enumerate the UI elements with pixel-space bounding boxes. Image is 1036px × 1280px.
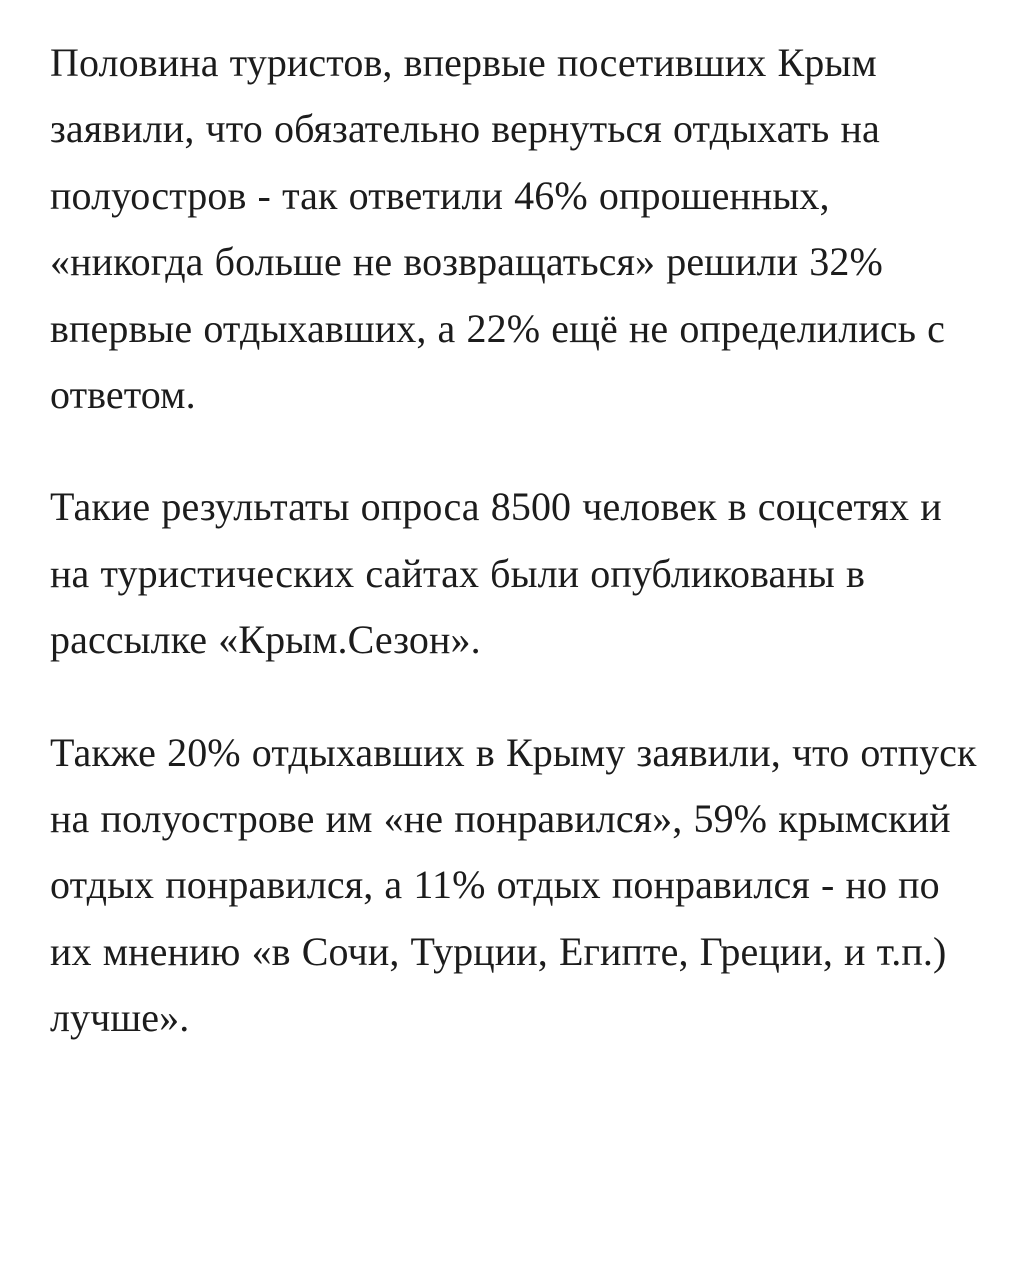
article-body: [50, 30, 984, 1051]
paragraph-3: Также 20% отдыхавших в Крыму заявили, что отпуск на полуострове им «не понравился», 59% крымский отдых понравился, а 11% отдых понравился - но по их мнению «в Сочи, Турции, Египте, Греции, и т.п.) лучше».: [50, 729, 977, 1041]
paragraph-1: Половина туристов, впервые посетивших Крым заявили, что обязательно вернуться отдыхать на полуостров - так ответили 46% опрошенных, «никогда больше не возвращаться» решили 32% впервые отдыхавших, а 22% ещё не определились с ответом.: [50, 40, 946, 417]
paragraph-2: Такие результаты опроса 8500 человек в соцсетях и на туристических сайтах были опубликованы в рассылке «Крым.Сезон».: [50, 484, 942, 663]
